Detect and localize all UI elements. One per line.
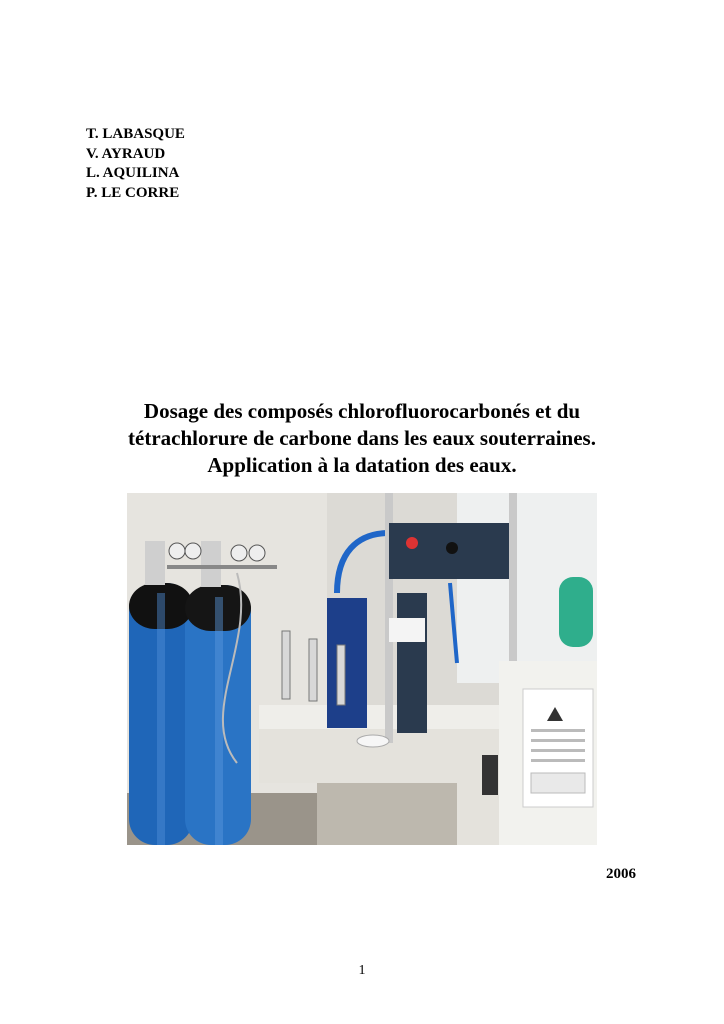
- lab-photo-illustration: [127, 493, 597, 845]
- page-number: 1: [358, 963, 366, 978]
- title-line: Dosage des composés chlorofluorocarbonés et du: [143, 399, 581, 423]
- publication-year: 2006: [606, 866, 636, 882]
- author-name: T. LABASQUE: [86, 126, 185, 142]
- author-name: L. AQUILINA: [86, 165, 180, 181]
- author-name: P. LE CORRE: [86, 184, 180, 201]
- title-line: Application à la datation des eaux.: [207, 453, 517, 477]
- lab-equipment-photo: [127, 493, 597, 845]
- author-list: [86, 125, 185, 203]
- document-title: [60, 398, 664, 479]
- author-name: V. AYRAUD: [86, 145, 166, 162]
- title-line: tétrachlorure de carbone dans les eaux souterraines.: [128, 426, 596, 450]
